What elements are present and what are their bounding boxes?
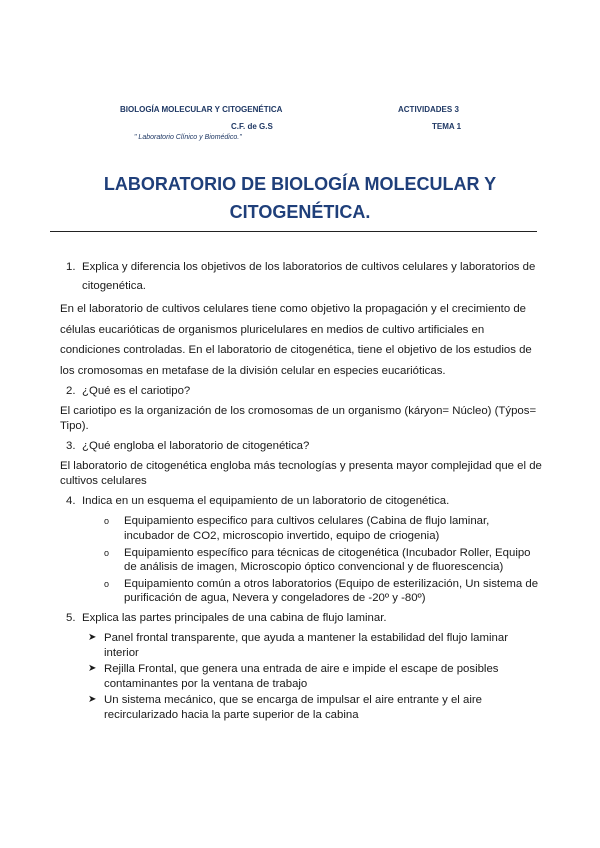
header-cycle: C.F. de G.S: [231, 122, 273, 131]
list-item-text: Equipamiento especifico para cultivos celulares (Cabina de flujo laminar, incubador de CO2, microscopio invertido, equipo de criogenia): [124, 515, 490, 542]
question-number: 3.: [66, 440, 76, 453]
question-4: [60, 492, 542, 511]
title-line-1: LABORATORIO DE BIOLOGÍA MOLECULAR Y: [103, 174, 497, 194]
header-lab-name: " Laboratorio Clínico y Biomédico.": [134, 134, 242, 141]
header-subject: BIOLOGÍA MOLECULAR Y CITOGENÉTICA: [120, 105, 283, 114]
circle-bullet-icon: o: [104, 516, 110, 527]
list-item: [60, 514, 542, 543]
title-divider: [50, 231, 537, 232]
question-number: 2.: [66, 385, 76, 398]
page-title: [50, 170, 550, 226]
answer-1: En el laboratorio de cultivos celulares tiene como objetivo la propagación y el crecimiento de células eucarióticas de organismos pluricelulares en medios de cultivo artificiales en condiciones controladas. En el laboratorio de citogenética, tiene el objetivo de los estudios de los cromosomas en metafase de la división celular en especies eucarióticas.: [60, 303, 532, 377]
list-item-text: Rejilla Frontal, que genera una entrada de aire e impide el escape de posibles contaminantes por la ventana de trabajo: [104, 663, 499, 690]
title-line-2: CITOGENÉTICA.: [229, 202, 371, 222]
question-text: ¿Qué engloba el laboratorio de citogenética?: [82, 440, 310, 453]
list-item: [60, 693, 542, 722]
circle-bullet-icon: o: [104, 578, 110, 589]
cabinet-parts-list: [60, 631, 542, 723]
list-item: [60, 546, 542, 575]
equipment-list: [60, 514, 542, 606]
question-number: 1.: [66, 261, 76, 273]
question-3: [60, 437, 542, 456]
list-item-text: Un sistema mecánico, que se encarga de impulsar el aire entrante y el aire recircularizado hacia la parte superior de la cabina: [104, 694, 482, 721]
arrow-bullet-icon: ➤: [88, 631, 97, 643]
list-item-text: Equipamiento específico para técnicas de citogenética (Incubador Roller, Equipo de análisis de imagen, Microscopio óptico convencional y de fluorescencia): [124, 546, 531, 574]
answer-3: El laboratorio de citogenética engloba más tecnologías y presenta mayor complejidad que el de cultivos celulares: [60, 460, 542, 487]
question-text: ¿Qué es el cariotipo?: [82, 385, 191, 398]
answer-2: El cariotipo es la organización de los cromosomas de un organismo (káryon= Núcleo) (Týpos= Tipo).: [60, 405, 537, 432]
list-item: [60, 577, 542, 606]
question-1: [60, 258, 542, 296]
header-activity: ACTIVIDADES 3: [398, 105, 459, 114]
list-item: [60, 631, 542, 660]
document-body: [60, 258, 542, 725]
question-2: [60, 382, 542, 401]
question-number: 4.: [66, 495, 76, 508]
header-topic: TEMA 1: [432, 122, 462, 131]
list-item-text: Equipamiento común a otros laboratorios (Equipo de esterilización, Un sistema de purificación de agua, Nevera y congeladores de -20º y -80º): [124, 577, 539, 605]
list-item-text: Panel frontal transparente, que ayuda a mantener la estabilidad del flujo laminar interior: [104, 631, 508, 659]
question-text: Explica y diferencia los objetivos de los laboratorios de cultivos celulares y laboratorios de citogenética.: [82, 261, 536, 292]
arrow-bullet-icon: ➤: [88, 663, 97, 675]
arrow-bullet-icon: ➤: [88, 694, 97, 706]
question-number: 5.: [66, 611, 76, 624]
circle-bullet-icon: o: [104, 547, 110, 558]
question-text: Explica las partes principales de una cabina de flujo laminar.: [82, 611, 387, 624]
question-text: Indica en un esquema el equipamiento de un laboratorio de citogenética.: [82, 495, 450, 508]
question-5: [60, 609, 542, 628]
list-item: [60, 662, 542, 691]
